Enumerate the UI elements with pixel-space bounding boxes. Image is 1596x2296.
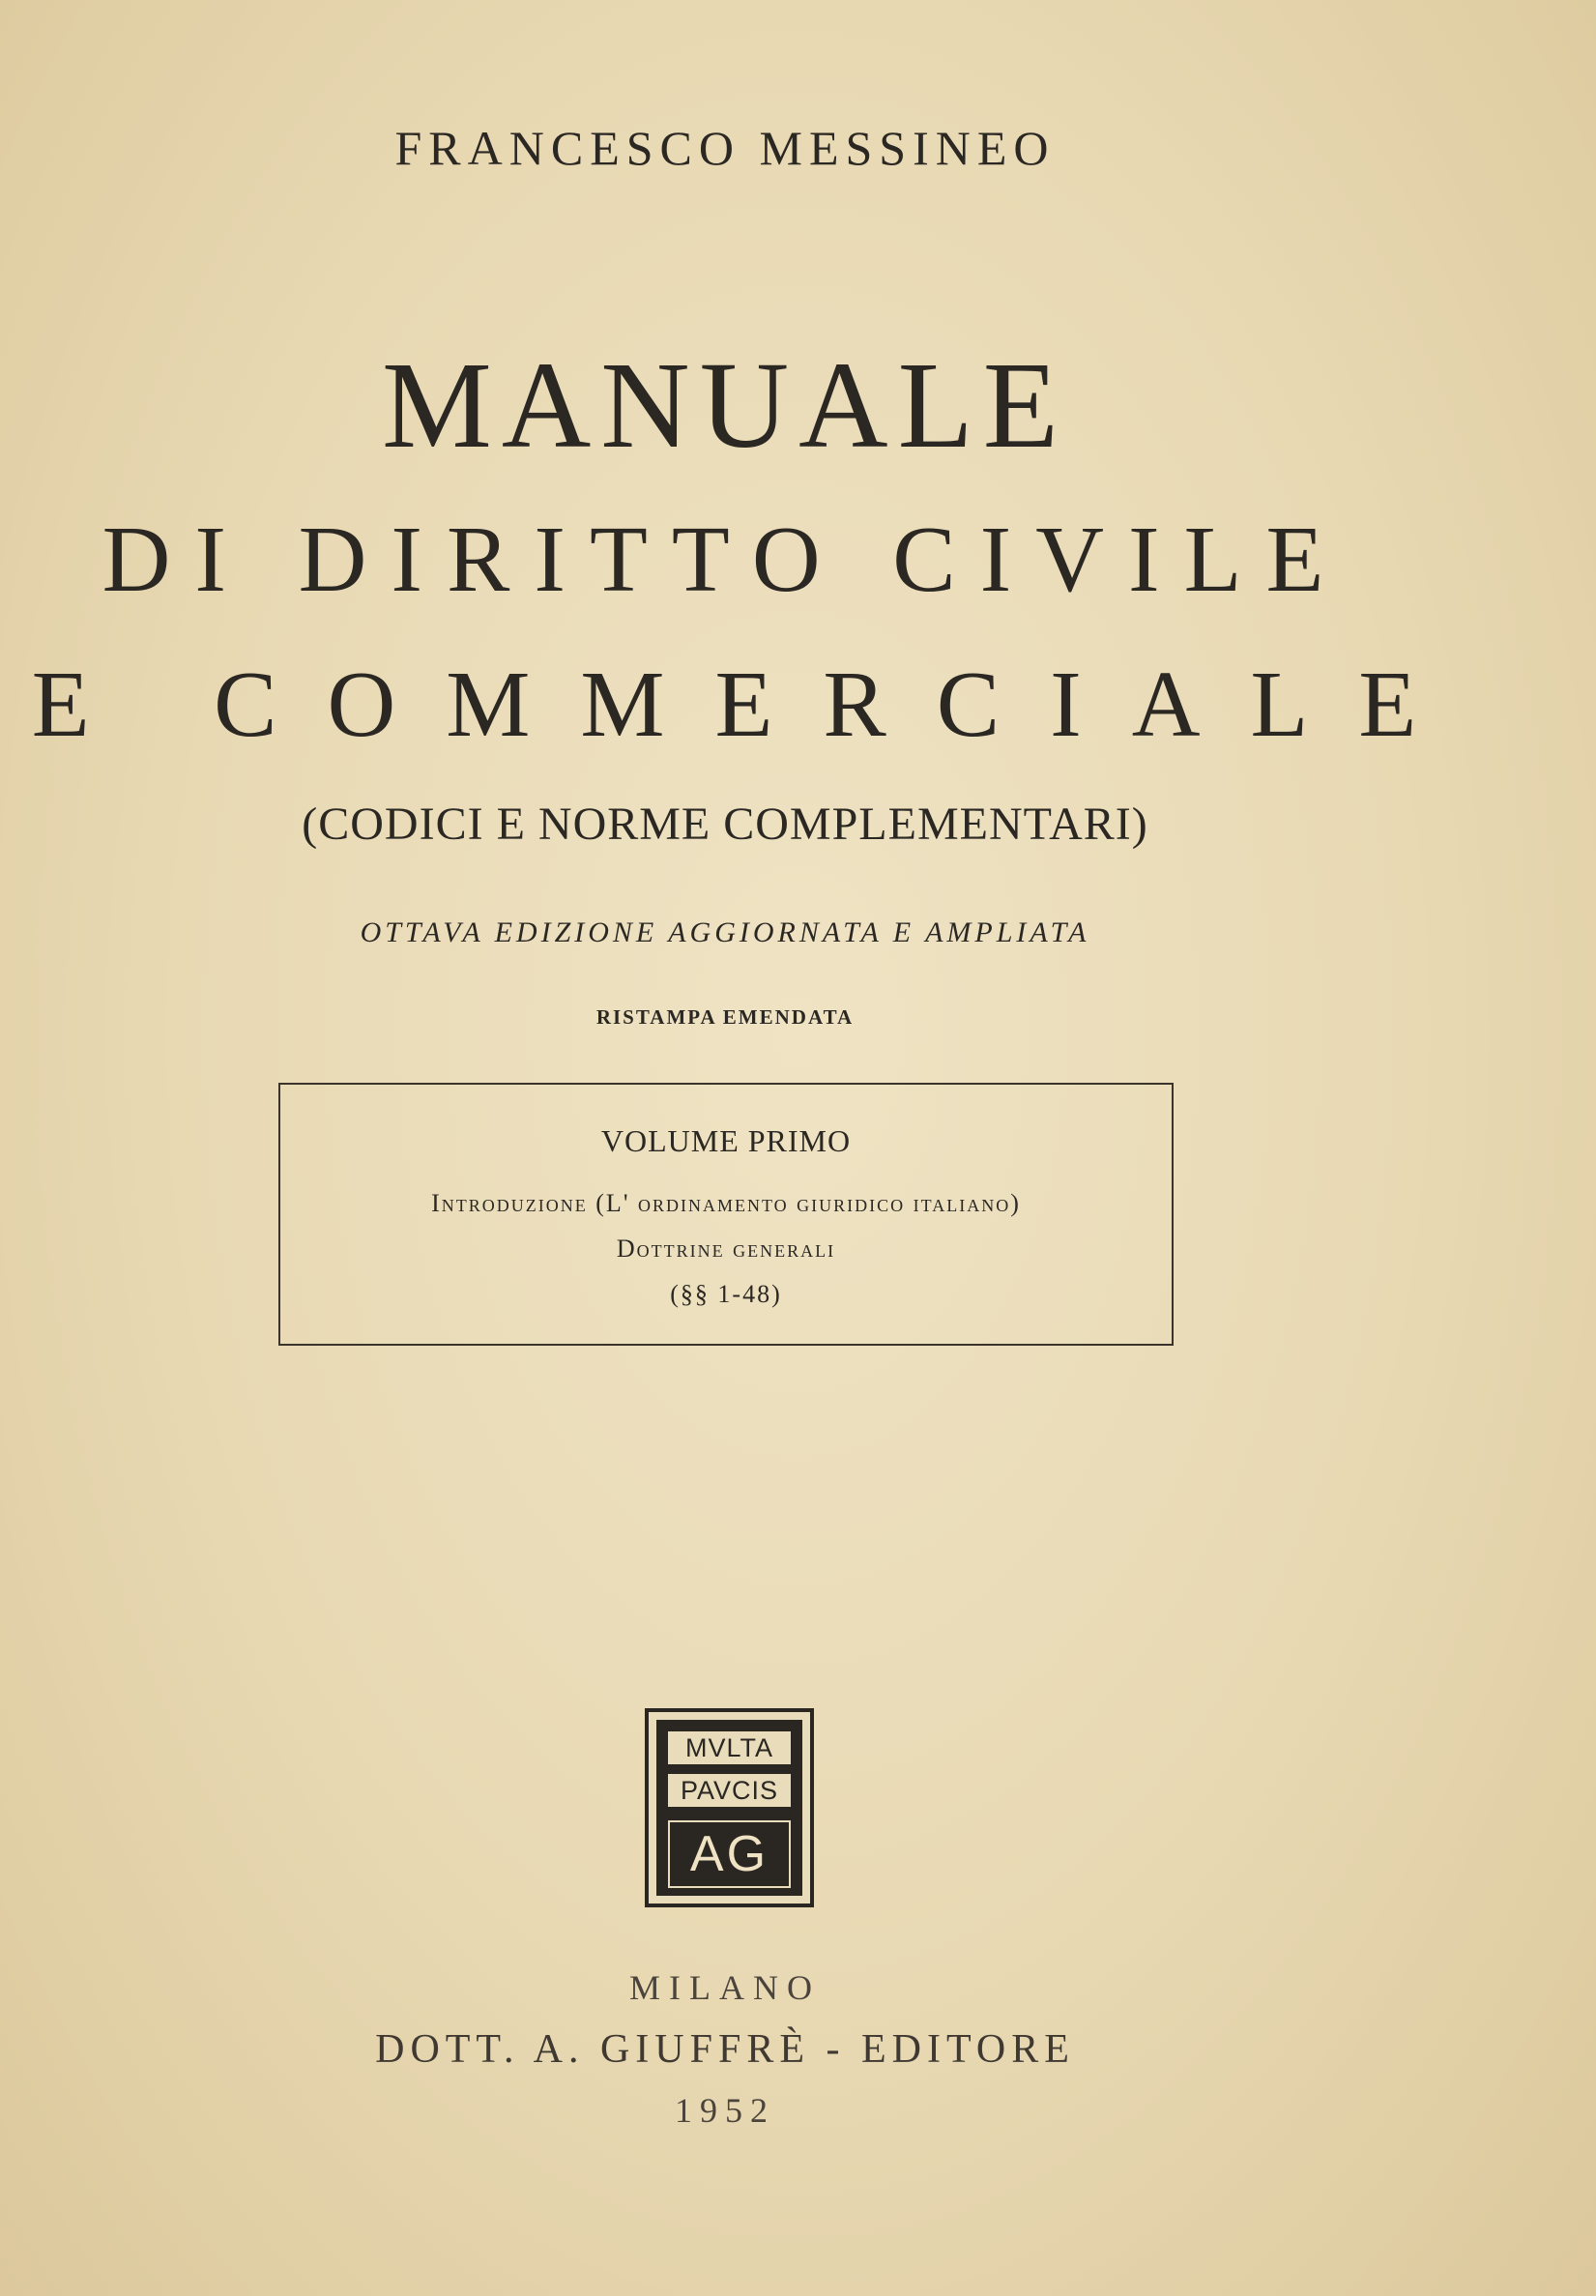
volume-title: VOLUME PRIMO	[600, 1123, 852, 1158]
title-line-commerciale: E COMMERCIALE	[31, 653, 1467, 757]
logo-band-multa: MVLTA	[668, 1731, 791, 1764]
logo-background	[656, 1720, 802, 1896]
volume-doctrines: Dottrine generali	[616, 1235, 836, 1263]
imprint-city: MILANO	[629, 1968, 821, 2007]
title-line-manuale: MANUALE	[382, 336, 1068, 474]
imprint-year: 1952	[675, 2091, 775, 2130]
imprint-publisher: DOTT. A. GIUFFRÈ - EDITORE	[375, 2027, 1075, 2072]
reprint-note: RISTAMPA EMENDATA	[595, 1005, 855, 1029]
logo-monogram: AG	[668, 1820, 791, 1888]
title-line-diritto-civile: DI DIRITTO CIVILE	[102, 508, 1349, 612]
subtitle: (CODICI E NORME COMPLEMENTARI)	[302, 799, 1148, 850]
publisher-logo	[645, 1708, 814, 1907]
volume-sections: (§§ 1-48)	[670, 1280, 782, 1308]
volume-introduction: Introduzione (L' ordinamento giuridico italiano)	[431, 1189, 1021, 1217]
logo-band-paucis: PAVCIS	[668, 1774, 791, 1807]
edition-note: OTTAVA EDIZIONE AGGIORNATA E AMPLIATA	[360, 916, 1090, 948]
author-name: FRANCESCO MESSINEO	[394, 121, 1056, 175]
volume-box	[278, 1083, 1174, 1346]
